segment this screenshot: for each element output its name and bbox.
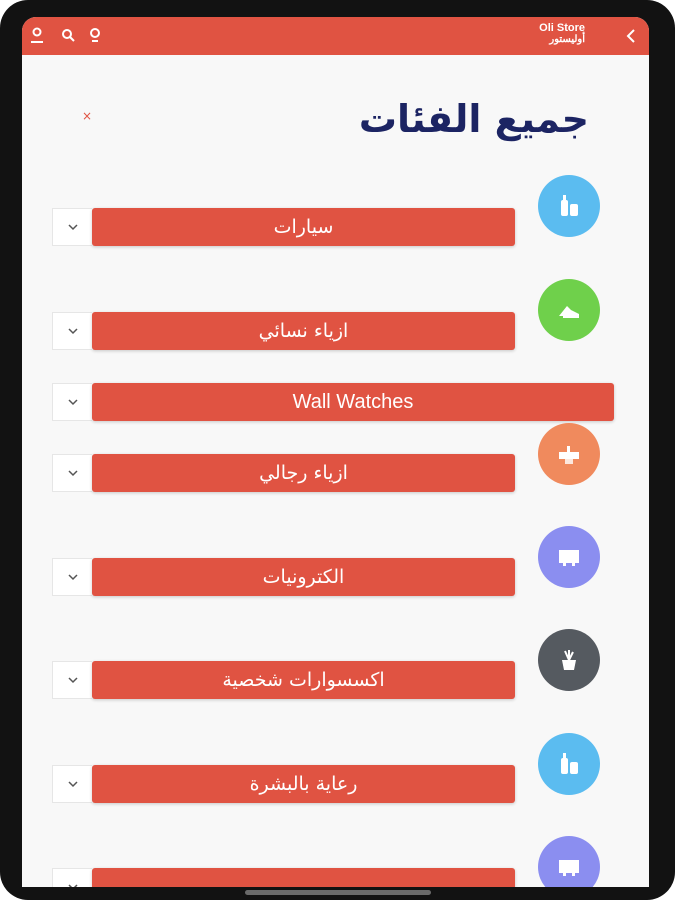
category-label: رعاية بالبشرة	[249, 773, 358, 795]
bottles-icon	[553, 190, 585, 222]
heel-shoe-icon	[553, 294, 585, 326]
category-button-electronics[interactable]	[92, 558, 515, 596]
category-label: الكترونيات	[262, 566, 345, 588]
category-icon-skincare[interactable]	[538, 733, 600, 795]
expand-button[interactable]	[52, 454, 92, 492]
expand-button[interactable]	[52, 765, 92, 803]
location-pin-icon[interactable]	[86, 26, 104, 44]
category-icon-women-fashion[interactable]	[538, 279, 600, 341]
brand-name-en: Oli Store	[539, 22, 585, 34]
tv-icon	[553, 851, 585, 883]
sink-icon	[553, 438, 585, 470]
user-icon[interactable]	[28, 26, 46, 44]
tv-icon	[553, 541, 585, 573]
home-indicator[interactable]	[245, 890, 431, 895]
chevron-down-icon	[68, 224, 78, 231]
chevron-down-icon	[68, 470, 78, 477]
back-chevron-icon[interactable]	[623, 26, 641, 46]
chevron-down-icon	[68, 574, 78, 581]
expand-button[interactable]	[52, 312, 92, 350]
category-icon-accessories[interactable]	[538, 629, 600, 691]
bottles-icon	[553, 748, 585, 780]
chevron-down-icon	[68, 884, 78, 888]
category-label: اكسسوارات شخصية	[222, 669, 385, 691]
category-button-wall-watches[interactable]	[92, 383, 614, 421]
chevron-down-icon	[68, 328, 78, 335]
category-button-men-fashion[interactable]	[92, 454, 515, 492]
category-button-women-fashion[interactable]	[92, 312, 515, 350]
brand-name-ar: أوليستور	[549, 34, 585, 45]
expand-button[interactable]	[52, 868, 92, 887]
category-icon-men-fashion[interactable]	[538, 423, 600, 485]
category-label: سيارات	[273, 216, 334, 238]
category-icon-more[interactable]	[538, 836, 600, 887]
expand-button[interactable]	[52, 383, 92, 421]
chevron-down-icon	[68, 781, 78, 788]
category-button-cars[interactable]	[92, 208, 515, 246]
app-screen	[22, 17, 649, 887]
expand-button[interactable]	[52, 208, 92, 246]
close-icon[interactable]: ×	[82, 109, 93, 123]
category-button-skincare[interactable]	[92, 765, 515, 803]
chevron-down-icon	[68, 677, 78, 684]
chevron-down-icon	[68, 399, 78, 406]
category-label: ازياء نسائي	[258, 320, 349, 342]
category-label: Wall Watches	[292, 390, 414, 413]
category-button-more[interactable]	[92, 868, 515, 887]
expand-button[interactable]	[52, 558, 92, 596]
category-label: ازياء رجالي	[259, 462, 348, 484]
page-title: جميع الفئات	[358, 97, 589, 141]
top-bar	[22, 17, 649, 55]
category-icon-electronics[interactable]	[538, 526, 600, 588]
category-icon-cars[interactable]	[538, 175, 600, 237]
search-icon[interactable]	[59, 26, 77, 44]
brand-logo	[539, 22, 585, 46]
plant-pot-icon	[553, 644, 585, 676]
expand-button[interactable]	[52, 661, 92, 699]
category-button-accessories[interactable]	[92, 661, 515, 699]
